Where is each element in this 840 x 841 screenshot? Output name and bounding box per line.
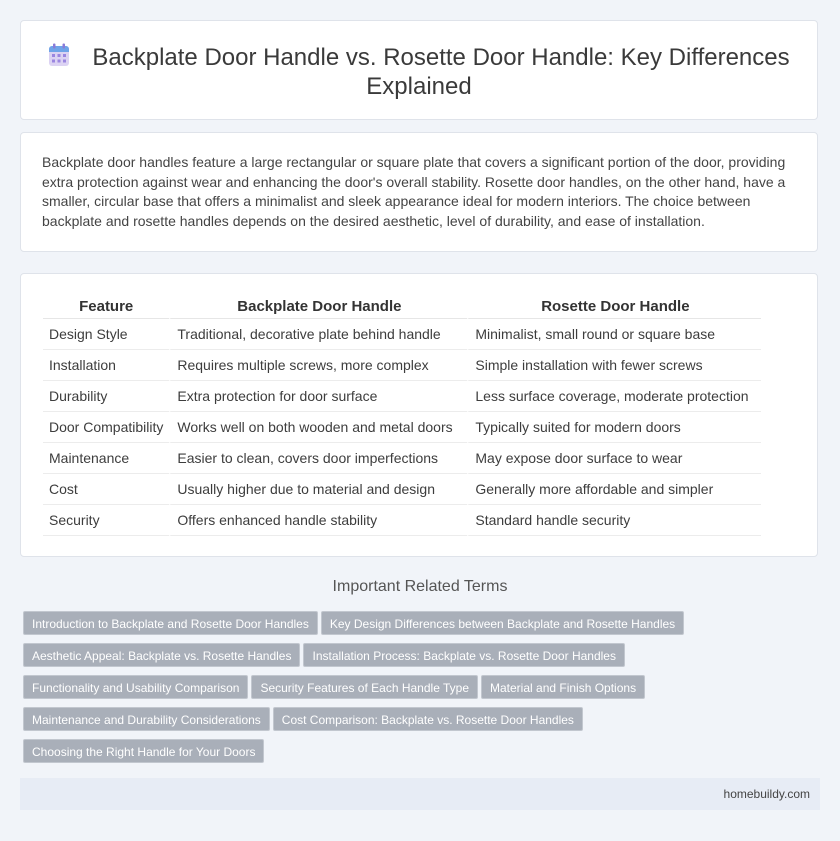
related-tag[interactable]: Security Features of Each Handle Type — [251, 675, 478, 699]
table-cell: Typically suited for modern doors — [467, 412, 761, 443]
table-cell: Requires multiple screws, more complex — [169, 350, 467, 381]
column-header: Backplate Door Handle — [169, 295, 467, 319]
table-cell: May expose door surface to wear — [467, 443, 761, 474]
related-tag[interactable]: Installation Process: Backplate vs. Rosette Door Handles — [303, 643, 624, 667]
table-row — [43, 381, 761, 412]
column-header: Rosette Door Handle — [467, 295, 761, 319]
title-card — [20, 20, 818, 120]
table-header-row — [43, 295, 761, 319]
related-tag[interactable]: Aesthetic Appeal: Backplate vs. Rosette Handles — [23, 643, 300, 667]
table-cell: Security — [43, 505, 169, 536]
table-row — [43, 443, 761, 474]
table-cell: Cost — [43, 474, 169, 505]
column-header: Feature — [43, 295, 169, 319]
table-cell: Standard handle security — [467, 505, 761, 536]
footer-site-link[interactable]: homebuildy.com — [723, 787, 810, 801]
table-row — [43, 350, 761, 381]
intro-paragraph: Backplate door handles feature a large rectangular or square plate that covers a significant portion of the door, providing extra protection against wear and enhancing the door's overall stability. Rosette door handles, on the other hand, have a smaller, circular base that offers a minimalist and sleek appearance ideal for modern interiors. The choice between backplate and rosette handles depends on the desired aesthetic, level of durability, and ease of installation. — [42, 154, 786, 229]
footer — [20, 778, 820, 810]
table-cell: Extra protection for door surface — [169, 381, 467, 412]
table-cell: Easier to clean, covers door imperfections — [169, 443, 467, 474]
table-cell: Offers enhanced handle stability — [169, 505, 467, 536]
page-title-text: Backplate Door Handle vs. Rosette Door Handle: Key Differences Explained — [92, 44, 790, 100]
related-tag[interactable]: Maintenance and Durability Considerations — [23, 707, 270, 731]
related-tag[interactable]: Introduction to Backplate and Rosette Door Handles — [23, 611, 318, 635]
page-title — [21, 43, 817, 101]
table-cell: Less surface coverage, moderate protection — [467, 381, 761, 412]
table-body — [43, 319, 761, 536]
table-row — [43, 505, 761, 536]
table-row — [43, 319, 761, 350]
table-row — [43, 474, 761, 505]
intro-card — [20, 132, 818, 252]
table-cell: Design Style — [43, 319, 169, 350]
table-row — [43, 412, 761, 443]
comparison-card — [20, 273, 818, 557]
table-cell: Installation — [43, 350, 169, 381]
table-cell: Traditional, decorative plate behind handle — [169, 319, 467, 350]
related-terms-title: Important Related Terms — [332, 578, 508, 595]
table-cell: Durability — [43, 381, 169, 412]
related-tag[interactable]: Material and Finish Options — [481, 675, 645, 699]
calendar-grid-icon — [48, 43, 70, 67]
related-tag[interactable]: Key Design Differences between Backplate and Rosette Handles — [321, 611, 684, 635]
related-tags — [23, 611, 823, 771]
table-cell: Simple installation with fewer screws — [467, 350, 761, 381]
table-cell: Minimalist, small round or square base — [467, 319, 761, 350]
related-tag[interactable]: Choosing the Right Handle for Your Doors — [23, 739, 264, 763]
table-cell: Generally more affordable and simpler — [467, 474, 761, 505]
table-cell: Works well on both wooden and metal doors — [169, 412, 467, 443]
table-cell: Usually higher due to material and design — [169, 474, 467, 505]
table-cell: Maintenance — [43, 443, 169, 474]
related-tag[interactable]: Functionality and Usability Comparison — [23, 675, 248, 699]
related-tag[interactable]: Cost Comparison: Backplate vs. Rosette Door Handles — [273, 707, 583, 731]
comparison-table — [43, 295, 761, 536]
table-cell: Door Compatibility — [43, 412, 169, 443]
